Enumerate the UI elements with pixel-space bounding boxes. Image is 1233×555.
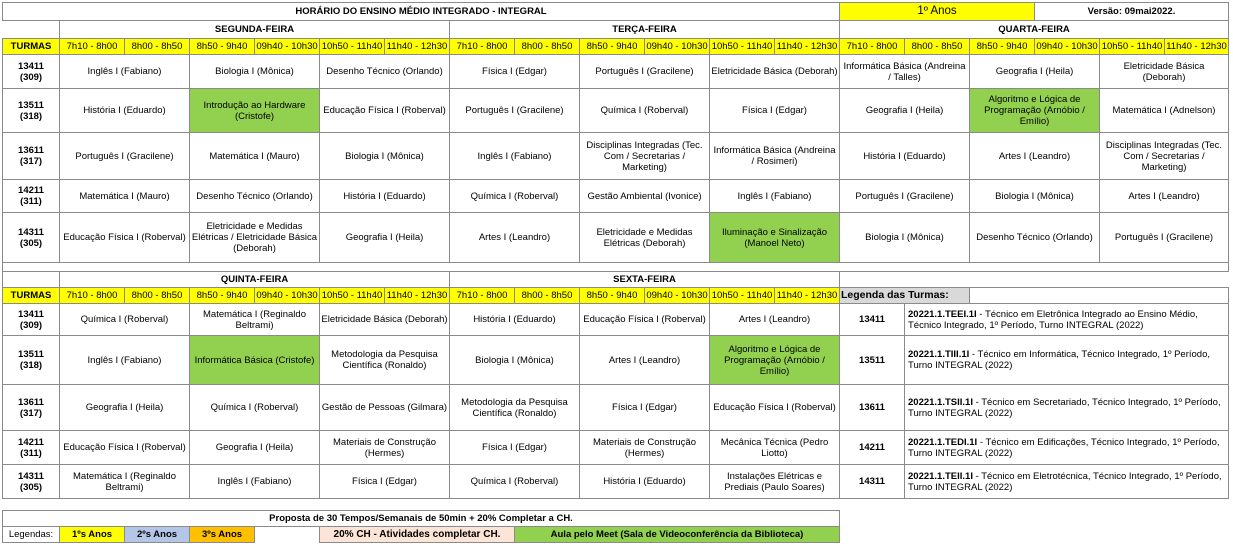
class-cell: Física I (Edgar)	[320, 465, 450, 499]
turma-code: 13411	[18, 308, 44, 320]
class-cell: Educação Física I (Roberval)	[60, 431, 190, 465]
empty-cell	[840, 272, 1229, 288]
day-header-wednesday: QUARTA-FEIRA	[840, 21, 1229, 39]
legend-course-text: - Técnico em Eletrotécnica, Técnico Integrado, 1º Período, Turno INTEGRAL (2022)	[908, 470, 1222, 493]
legend-turma-code: 13411	[840, 304, 905, 336]
spacer-row	[3, 263, 1229, 272]
class-cell: História I (Eduardo)	[450, 304, 580, 336]
class-cell: Física I (Edgar)	[580, 385, 710, 431]
class-cell: Materiais de Construção (Hermes)	[580, 431, 710, 465]
class-cell: Materiais de Construção (Hermes)	[320, 431, 450, 465]
class-cell: Matemática I (Mauro)	[60, 180, 190, 213]
class-cell: Biologia I (Mônica)	[970, 180, 1100, 213]
turmas-header: TURMAS	[3, 39, 60, 55]
time-slot-header: 11h40 - 12h30	[1165, 39, 1229, 55]
legend-turma-description	[905, 304, 1229, 336]
legend-course-text: - Técnico em Edificações, Técnico Integrado, 1º Período, Turno INTEGRAL (2022)	[908, 436, 1220, 459]
legend-turma-code: 13611	[840, 385, 905, 431]
class-cell: Química I (Roberval)	[190, 385, 320, 431]
class-cell: Eletricidade Básica (Deborah)	[320, 304, 450, 336]
legend-title: Legenda das Turmas:	[840, 288, 970, 304]
time-slot-header: 10h50 - 11h40	[710, 288, 775, 304]
legend-turma-description	[905, 465, 1229, 499]
schedule-sheet	[2, 2, 1229, 543]
time-slot-header: 09h40 - 10h30	[255, 288, 320, 304]
class-cell: Informática Básica (Andreina / Rosimeri)	[710, 133, 840, 180]
class-cell: Eletricidade Básica (Deborah)	[710, 55, 840, 89]
class-cell: História I (Eduardo)	[320, 180, 450, 213]
turma-code: 14211	[18, 436, 44, 448]
turma-label	[3, 336, 60, 385]
turma-code: 13611	[18, 145, 44, 156]
class-cell: Metodologia da Pesquisa Científica (Ronaldo)	[320, 336, 450, 385]
empty-cell	[970, 288, 1229, 304]
class-cell: Matemática I (Adnelson)	[1100, 89, 1229, 133]
class-cell: Química I (Roberval)	[450, 180, 580, 213]
time-slot-header: 7h10 - 8h00	[60, 288, 125, 304]
turma-room: (317)	[19, 407, 43, 419]
turma-label	[3, 431, 60, 465]
class-cell: Inglês I (Fabiano)	[710, 180, 840, 213]
time-slot-header: 09h40 - 10h30	[645, 39, 710, 55]
class-cell: Algoritmo e Lógica de Programação (Arnóbio / Emílio)	[710, 336, 840, 385]
turma-label	[3, 385, 60, 431]
time-slot-header: 10h50 - 11h40	[320, 39, 385, 55]
day-header-friday: SEXTA-FEIRA	[450, 272, 840, 288]
class-cell: Biologia I (Mônica)	[320, 133, 450, 180]
class-cell: Artes I (Leandro)	[710, 304, 840, 336]
time-slot-header: 8h50 - 9h40	[190, 288, 255, 304]
class-cell: Mecânica Técnica (Pedro Liotto)	[710, 431, 840, 465]
legend-course-text: - Técnico em Eletrônica Integrado ao Ensino Médio, Técnico Integrado, 1º Período, Turno INTEGRAL (2022)	[908, 308, 1198, 331]
class-cell: Inglês I (Fabiano)	[450, 133, 580, 180]
legend-course-id: 20221.1.TEDI.1I	[908, 436, 978, 448]
turma-label	[3, 465, 60, 499]
legend-turma-description	[905, 431, 1229, 465]
turmas-header: TURMAS	[3, 288, 60, 304]
turma-room: (309)	[19, 71, 43, 83]
class-cell: Introdução ao Hardware (Cristofe)	[190, 89, 320, 133]
legend-turma-code: 13511	[840, 336, 905, 385]
turma-code: 13611	[18, 396, 44, 408]
time-slot-header: 8h00 - 8h50	[515, 288, 580, 304]
class-cell: Inglês I (Fabiano)	[60, 336, 190, 385]
time-slot-header: 11h40 - 12h30	[775, 39, 840, 55]
class-cell: Geografia I (Heila)	[320, 213, 450, 263]
class-cell: Instalações Elétricas e Prediais (Paulo Soares)	[710, 465, 840, 499]
time-slot-header: 11h40 - 12h30	[775, 288, 840, 304]
turma-label	[3, 213, 60, 263]
class-cell: Geografia I (Heila)	[60, 385, 190, 431]
time-slot-header: 7h10 - 8h00	[450, 288, 515, 304]
class-cell: Educação Física I (Roberval)	[710, 385, 840, 431]
legend-meet-class: Aula pelo Meet (Sala de Videoconferência da Biblioteca)	[515, 527, 840, 543]
class-cell: História I (Eduardo)	[580, 465, 710, 499]
legend-course-id: 20221.1.TSII.1I	[908, 396, 973, 408]
class-cell: Desenho Técnico (Orlando)	[320, 55, 450, 89]
time-slot-header: 8h50 - 9h40	[580, 288, 645, 304]
class-cell: Física I (Edgar)	[710, 89, 840, 133]
turma-code: 14311	[18, 470, 44, 482]
day-header-monday: SEGUNDA-FEIRA	[60, 21, 450, 39]
class-cell: Biologia I (Mônica)	[840, 213, 970, 263]
turma-code: 13511	[18, 99, 44, 111]
turma-label	[3, 180, 60, 213]
time-slot-header: 10h50 - 11h40	[320, 288, 385, 304]
day-header-thursday: QUINTA-FEIRA	[60, 272, 450, 288]
legend-turma-description	[905, 336, 1229, 385]
class-cell: Física I (Edgar)	[450, 55, 580, 89]
class-cell: Geografia I (Heila)	[840, 89, 970, 133]
class-cell: Disciplinas Integradas (Tec. Com / Secretarias / Marketing)	[1100, 133, 1229, 180]
class-cell: Disciplinas Integradas (Tec. Com / Secretarias / Marketing)	[580, 133, 710, 180]
empty-cell	[3, 272, 60, 288]
class-cell: Matemática I (Reginaldo Beltrami)	[60, 465, 190, 499]
turma-code: 14311	[18, 226, 44, 238]
version-label: Versão: 09mai2022.	[1035, 3, 1229, 21]
turma-label	[3, 133, 60, 180]
time-slot-header: 11h40 - 12h30	[385, 39, 450, 55]
class-cell: Português I (Gracilene)	[840, 180, 970, 213]
turma-room: (309)	[19, 319, 43, 331]
proposta-note: Proposta de 30 Tempos/Semanais de 50min + 20% Completar a CH.	[3, 511, 840, 527]
class-cell: Algoritmo e Lógica de Programação (Arnóbio / Emílio)	[970, 89, 1100, 133]
class-cell: Informática Básica (Cristofe)	[190, 336, 320, 385]
legend-3rd-year: 3ºs Anos	[190, 527, 255, 543]
class-cell: Geografia I (Heila)	[970, 55, 1100, 89]
day-header-tuesday: TERÇA-FEIRA	[450, 21, 840, 39]
time-slot-header: 09h40 - 10h30	[1035, 39, 1100, 55]
class-cell: Metodologia da Pesquisa Científica (Ronaldo)	[450, 385, 580, 431]
grade-label: 1º Anos	[840, 3, 1035, 21]
class-cell: Gestão de Pessoas (Gilmara)	[320, 385, 450, 431]
time-slot-header: 09h40 - 10h30	[255, 39, 320, 55]
empty-cell	[3, 21, 60, 39]
class-cell: Iluminação e Sinalização (Manoel Neto)	[710, 213, 840, 263]
turma-room: (318)	[19, 360, 43, 371]
turma-code: 13411	[18, 60, 44, 72]
class-cell: Artes I (Leandro)	[1100, 180, 1229, 213]
legend-2nd-year: 2ºs Anos	[125, 527, 190, 543]
turma-label	[3, 55, 60, 89]
class-cell: Química I (Roberval)	[580, 89, 710, 133]
turma-code: 14211	[18, 185, 44, 196]
time-slot-header: 8h50 - 9h40	[970, 39, 1035, 55]
time-slot-header: 11h40 - 12h30	[385, 288, 450, 304]
turma-room: (305)	[19, 481, 43, 493]
time-slot-header: 7h10 - 8h00	[450, 39, 515, 55]
class-cell: Português I (Gracilene)	[1100, 213, 1229, 263]
legend-course-text: - Técnico em Informática, Técnico Integrado, 1º Período, Turno INTEGRAL (2022)	[908, 349, 1211, 371]
time-slot-header: 7h10 - 8h00	[840, 39, 905, 55]
time-slot-header: 8h00 - 8h50	[125, 288, 190, 304]
class-cell: Educação Física I (Roberval)	[580, 304, 710, 336]
legend-course-id: 20221.1.TIII.1I	[908, 349, 970, 360]
class-cell: Inglês I (Fabiano)	[190, 465, 320, 499]
legend-turma-code: 14211	[840, 431, 905, 465]
class-cell: Artes I (Leandro)	[450, 213, 580, 263]
time-slot-header: 09h40 - 10h30	[645, 288, 710, 304]
turma-code: 13511	[18, 349, 44, 360]
time-slot-header: 7h10 - 8h00	[60, 39, 125, 55]
turma-room: (305)	[19, 237, 43, 249]
class-cell: Desenho Técnico (Orlando)	[190, 180, 320, 213]
legendas-label: Legendas:	[3, 527, 60, 543]
class-cell: Eletricidade e Medidas Elétricas (Deborah)	[580, 213, 710, 263]
class-cell: Gestão Ambiental (Ivonice)	[580, 180, 710, 213]
legend-turma-code: 14311	[840, 465, 905, 499]
class-cell: Geografia I (Heila)	[190, 431, 320, 465]
class-cell: Português I (Gracilene)	[580, 55, 710, 89]
class-cell: Educação Física I (Roberval)	[60, 213, 190, 263]
turma-room: (317)	[19, 156, 43, 167]
class-cell: Desenho Técnico (Orlando)	[970, 213, 1100, 263]
class-cell: Física I (Edgar)	[450, 431, 580, 465]
time-slot-header: 8h50 - 9h40	[190, 39, 255, 55]
time-slot-header: 10h50 - 11h40	[710, 39, 775, 55]
turma-label	[3, 304, 60, 336]
class-cell: Português I (Gracilene)	[60, 133, 190, 180]
class-cell: História I (Eduardo)	[60, 89, 190, 133]
class-cell: Artes I (Leandro)	[580, 336, 710, 385]
time-slot-header: 8h50 - 9h40	[580, 39, 645, 55]
turma-label	[3, 89, 60, 133]
class-cell: Matemática I (Mauro)	[190, 133, 320, 180]
legend-course-text: - Técnico em Secretariado, Técnico Integrado, 1º Período, Turno INTEGRAL (2022)	[908, 396, 1221, 419]
class-cell: Eletricidade Básica (Deborah)	[1100, 55, 1229, 89]
turma-room: (311)	[20, 447, 42, 459]
class-cell: História I (Eduardo)	[840, 133, 970, 180]
class-cell: Eletricidade e Medidas Elétricas / Eletricidade Básica (Deborah)	[190, 213, 320, 263]
schedule-title: HORÁRIO DO ENSINO MÉDIO INTEGRADO - INTEGRAL	[3, 3, 840, 21]
turma-room: (318)	[19, 110, 43, 122]
class-cell: Artes I (Leandro)	[970, 133, 1100, 180]
legend-course-id: 20221.1.TEEI.1I	[908, 308, 977, 320]
class-cell: Matemática I (Reginaldo Beltrami)	[190, 304, 320, 336]
class-cell: Biologia I (Mônica)	[190, 55, 320, 89]
time-slot-header: 8h00 - 8h50	[905, 39, 970, 55]
class-cell: Química I (Roberval)	[60, 304, 190, 336]
spacer-row	[3, 499, 840, 511]
class-cell: Química I (Roberval)	[450, 465, 580, 499]
class-cell: Inglês I (Fabiano)	[60, 55, 190, 89]
legend-1st-year: 1ºs Anos	[60, 527, 125, 543]
class-cell: Português I (Gracilene)	[450, 89, 580, 133]
turma-room: (311)	[20, 196, 42, 207]
legend-turma-description	[905, 385, 1229, 431]
time-slot-header: 8h00 - 8h50	[125, 39, 190, 55]
time-slot-header: 8h00 - 8h50	[515, 39, 580, 55]
legend-20pct-ch: 20% CH - Atividades completar CH.	[320, 527, 515, 543]
class-cell: Informática Básica (Andreina / Talles)	[840, 55, 970, 89]
time-slot-header: 10h50 - 11h40	[1100, 39, 1165, 55]
legend-course-id: 20221.1.TEII.1I	[908, 470, 973, 482]
class-cell: Biologia I (Mônica)	[450, 336, 580, 385]
class-cell: Educação Física I (Roberval)	[320, 89, 450, 133]
